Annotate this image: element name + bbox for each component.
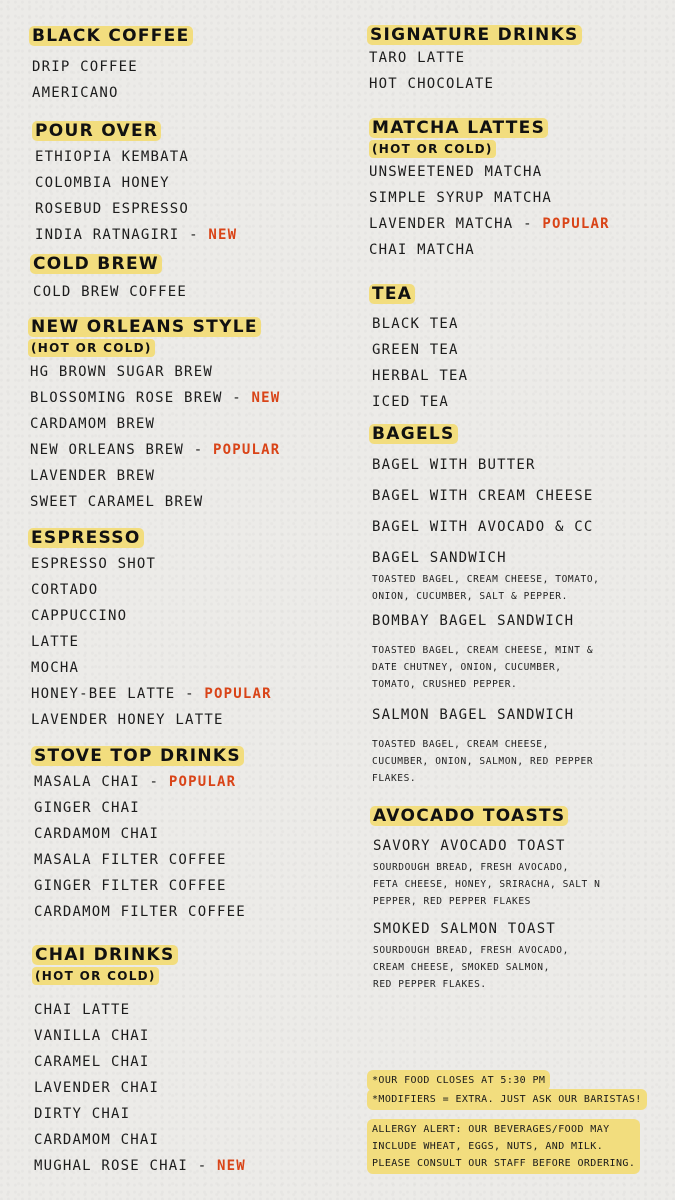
menu-item: ETHIOPIA KEMBATA — [35, 149, 190, 165]
menu-item: CAPPUCCINO — [31, 608, 128, 624]
menu-item: LATTE — [31, 634, 80, 650]
menu-item: CHAI LATTE — [34, 1002, 131, 1018]
menu-item: LAVENDER HONEY LATTE — [31, 712, 224, 728]
menu-item: BOMBAY BAGEL SANDWICH — [372, 613, 575, 629]
section-signature — [367, 25, 582, 97]
popular-tag: POPULAR — [204, 686, 272, 702]
menu-item: LAVENDER CHAI — [34, 1080, 160, 1096]
section-black-coffee — [29, 26, 193, 106]
menu-item: SAVORY AVOCADO TOAST — [373, 838, 566, 854]
item-name: MASALA CHAI — [34, 774, 140, 790]
item-description: TOMATO, CRUSHED PEPPER. — [372, 679, 518, 690]
section-title: MATCHA LATTES — [369, 118, 548, 138]
menu-item: NEW ORLEANS BREW - POPULAR — [30, 442, 281, 458]
item-description: CREAM CHEESE, SMOKED SALMON, — [373, 962, 550, 973]
popular-tag: POPULAR — [168, 774, 237, 790]
menu-item: MOCHA — [31, 660, 80, 676]
menu-item: BAGEL SANDWICH — [372, 550, 507, 566]
menu-item: MUGHAL ROSE CHAI - NEW — [34, 1158, 246, 1174]
item-name: HONEY-BEE LATTE — [31, 686, 176, 702]
menu-item: CORTADO — [31, 582, 99, 598]
menu-item: COLOMBIA HONEY — [35, 175, 170, 191]
section-title: BAGELS — [369, 424, 458, 444]
menu-item: LAVENDER MATCHA - POPULAR — [369, 216, 610, 232]
menu-item: SWEET CARAMEL BREW — [30, 494, 204, 510]
item-description: TOASTED BAGEL, CREAM CHEESE, TOMATO, — [372, 574, 600, 585]
section-subtitle: (HOT OR COLD) — [32, 967, 159, 985]
menu-item: SALMON BAGEL SANDWICH — [372, 707, 575, 723]
item-name: NEW ORLEANS BREW — [30, 442, 185, 458]
note-line: PLEASE CONSULT OUR STAFF BEFORE ORDERING. — [372, 1158, 636, 1169]
menu-item: TARO LATTE — [369, 50, 466, 66]
new-tag: NEW — [208, 227, 238, 243]
bagel-sandwich — [372, 545, 600, 605]
menu-item: BLOSSOMING ROSE BREW - NEW — [30, 390, 281, 406]
section-title: CHAI DRINKS — [32, 945, 178, 965]
note-line: INCLUDE WHEAT, EGGS, NUTS, AND MILK. — [372, 1141, 604, 1152]
section-title: TEA — [369, 284, 415, 304]
item-description: FLAKES. — [372, 773, 417, 784]
section-subtitle: (HOT OR COLD) — [369, 140, 496, 158]
menu-item: MASALA CHAI - POPULAR — [34, 774, 237, 790]
section-title: NEW ORLEANS STYLE — [28, 317, 261, 337]
menu-item: AMERICANO — [32, 85, 119, 101]
section-title: COLD BREW — [30, 254, 162, 274]
section-title: AVOCADO TOASTS — [370, 806, 568, 826]
menu-item: HOT CHOCOLATE — [369, 76, 495, 92]
section-title: ESPRESSO — [28, 528, 144, 548]
note-line: *MODIFIERS = EXTRA. JUST ASK OUR BARISTAS! — [372, 1094, 642, 1105]
item-name: MUGHAL ROSE CHAI — [34, 1158, 189, 1174]
menu-item: CARDAMOM BREW — [30, 416, 156, 432]
section-bagels — [369, 424, 458, 444]
menu-item: DRIP COFFEE — [32, 59, 138, 75]
item-description: ONION, CUCUMBER, SALT & PEPPER. — [372, 591, 568, 602]
menu-item: BLACK TEA — [372, 316, 459, 332]
item-name: LAVENDER MATCHA — [369, 216, 514, 232]
menu-item: LAVENDER BREW — [30, 468, 156, 484]
item-description: SOURDOUGH BREAD, FRESH AVOCADO, — [373, 945, 569, 956]
section-tea — [369, 284, 468, 415]
section-title: STOVE TOP DRINKS — [31, 746, 244, 766]
menu-item: GINGER CHAI — [34, 800, 140, 816]
item-description: TOASTED BAGEL, CREAM CHEESE, MINT & — [372, 645, 594, 656]
menu-item: CARDAMOM CHAI — [34, 1132, 160, 1148]
savory-avocado-toast — [373, 833, 601, 910]
menu-item: CHAI MATCHA — [369, 242, 475, 258]
menu-item: BAGEL WITH AVOCADO & CC — [372, 519, 594, 535]
menu-item: ICED TEA — [372, 394, 450, 410]
menu-item: VANILLA CHAI — [34, 1028, 150, 1044]
section-new-orleans — [28, 317, 280, 515]
menu-item: HG BROWN SUGAR BREW — [30, 364, 213, 380]
item-description: RED PEPPER FLAKES. — [373, 979, 487, 990]
menu-item: SIMPLE SYRUP MATCHA — [369, 190, 552, 206]
menu-item: ESPRESSO SHOT — [31, 556, 157, 572]
item-name: INDIA RATNAGIRI — [35, 227, 180, 243]
modifiers-note — [367, 1089, 647, 1110]
popular-tag: POPULAR — [212, 442, 281, 458]
item-description: TOASTED BAGEL, CREAM CHEESE, — [372, 739, 549, 750]
item-description: DATE CHUTNEY, ONION, CUCUMBER, — [372, 662, 562, 673]
section-chai-drinks — [32, 945, 246, 1179]
new-tag: NEW — [216, 1158, 246, 1174]
section-subtitle: (HOT OR COLD) — [28, 339, 155, 357]
menu-item: GREEN TEA — [372, 342, 459, 358]
section-cold-brew — [30, 254, 187, 305]
section-stove-top — [31, 746, 246, 925]
item-description: SOURDOUGH BREAD, FRESH AVOCADO, — [373, 862, 569, 873]
section-avocado-toasts — [370, 806, 568, 826]
section-title: SIGNATURE DRINKS — [367, 25, 582, 45]
menu-item: CARAMEL CHAI — [34, 1054, 150, 1070]
menu-item: CARDAMOM CHAI — [34, 826, 160, 842]
menu-item: ROSEBUD ESPRESSO — [35, 201, 190, 217]
menu-item: MASALA FILTER COFFEE — [34, 852, 227, 868]
smoked-salmon-toast — [373, 916, 569, 993]
item-description: PEPPER, RED PEPPER FLAKES — [373, 896, 531, 907]
note-line: ALLERGY ALERT: OUR BEVERAGES/FOOD MAY — [372, 1124, 610, 1135]
menu-item: DIRTY CHAI — [34, 1106, 131, 1122]
menu-item: BAGEL WITH BUTTER — [372, 457, 536, 473]
menu-item: COLD BREW COFFEE — [33, 284, 188, 300]
food-hours-note — [367, 1070, 550, 1091]
new-tag: NEW — [251, 390, 281, 406]
section-title: BLACK COFFEE — [29, 26, 193, 46]
item-description: FETA CHEESE, HONEY, SRIRACHA, SALT N — [373, 879, 601, 890]
bombay-bagel-sandwich — [372, 608, 593, 693]
menu-item: BAGEL WITH CREAM CHEESE — [372, 488, 594, 504]
menu-item: UNSWEETENED MATCHA — [369, 164, 543, 180]
menu-item: SMOKED SALMON TOAST — [373, 921, 556, 937]
menu-item: HONEY-BEE LATTE - POPULAR — [31, 686, 272, 702]
menu-item: CARDAMOM FILTER COFFEE — [34, 904, 246, 920]
menu-item: INDIA RATNAGIRI - NEW — [35, 227, 238, 243]
section-pour-over — [32, 121, 237, 248]
item-description: CUCUMBER, ONION, SALMON, RED PEPPER — [372, 756, 594, 767]
allergy-alert — [367, 1119, 640, 1174]
section-title: POUR OVER — [32, 121, 161, 141]
note-line: *OUR FOOD CLOSES AT 5:30 PM — [372, 1075, 546, 1086]
item-name: BLOSSOMING ROSE BREW — [30, 390, 223, 406]
salmon-bagel-sandwich — [372, 702, 593, 787]
section-matcha — [369, 118, 610, 263]
popular-tag: POPULAR — [542, 216, 610, 232]
section-espresso — [28, 528, 272, 733]
menu-item: HERBAL TEA — [372, 368, 469, 384]
menu-item: GINGER FILTER COFFEE — [34, 878, 227, 894]
